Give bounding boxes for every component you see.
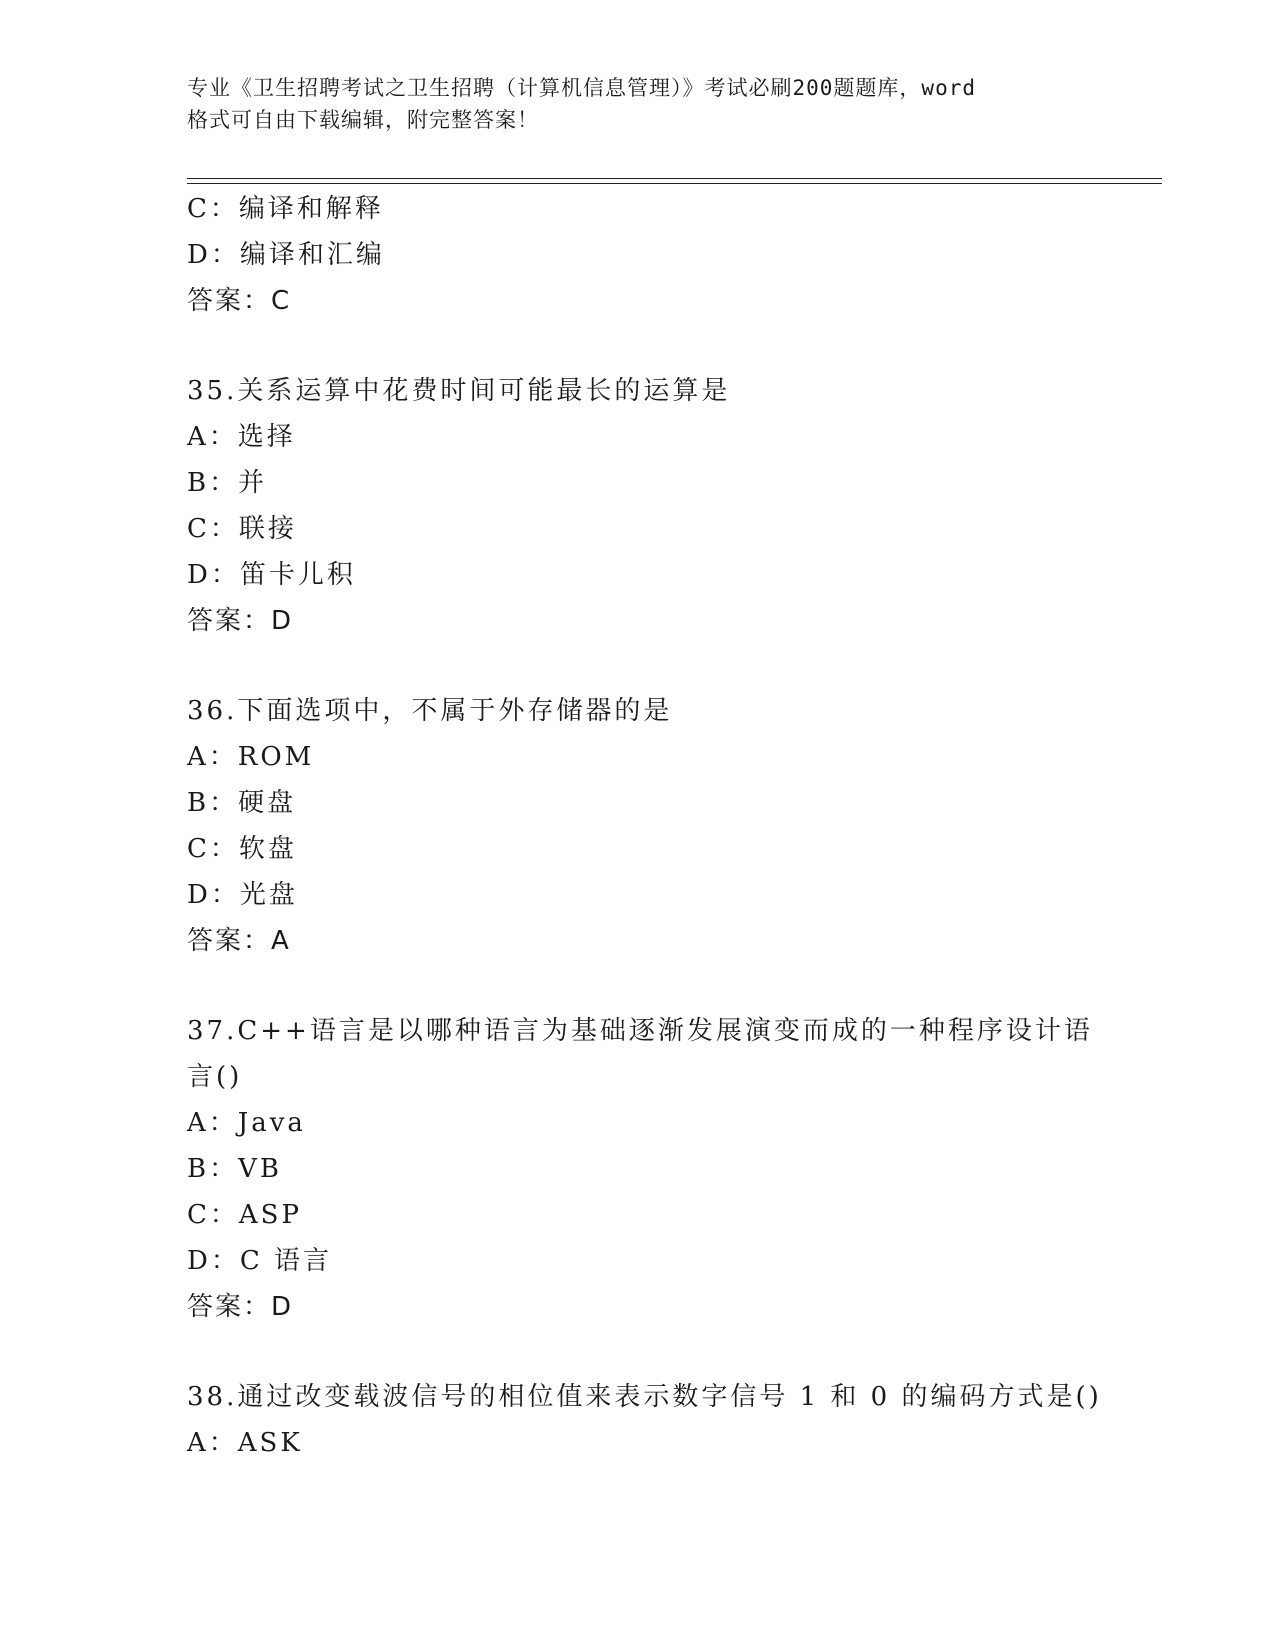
option-c: C：编译和解释 — [187, 194, 384, 224]
option-b: B：硬盘 — [187, 788, 297, 818]
question-stem: 37.C++语言是以哪种语言为基础逐渐发展演变而成的一种程序设计语 — [187, 1016, 1093, 1046]
header-rule-bottom — [187, 183, 1162, 184]
option-a: A：Java — [187, 1108, 306, 1138]
option-c: C：联接 — [187, 514, 297, 544]
option-d: D：C 语言 — [187, 1246, 333, 1276]
carryover-block — [187, 186, 1087, 324]
question-36 — [187, 688, 1087, 964]
option-a: A：选择 — [187, 422, 296, 452]
document-header — [187, 72, 1087, 136]
option-d: D：编译和汇编 — [187, 240, 385, 270]
question-38 — [187, 1374, 1102, 1466]
question-37 — [187, 1008, 1093, 1330]
question-stem: 38.通过改变载波信号的相位值来表示数字信号 1 和 0 的编码方式是() — [187, 1382, 1102, 1412]
answer-line: 答案：A — [187, 926, 291, 956]
answer-line: 答案：D — [187, 1292, 294, 1322]
option-d: D：笛卡儿积 — [187, 560, 356, 590]
header-title-line-1: 专业《卫生招聘考试之卫生招聘（计算机信息管理）》考试必刷200题题库，word — [187, 76, 976, 100]
question-stem: 36.下面选项中，不属于外存储器的是 — [187, 696, 673, 726]
option-b: B：VB — [187, 1154, 282, 1184]
option-a: A：ROM — [187, 742, 315, 772]
answer-line: 答案：D — [187, 606, 294, 636]
question-stem-continued: 言() — [187, 1062, 243, 1092]
option-d: D：光盘 — [187, 880, 298, 910]
option-b: B：并 — [187, 468, 268, 498]
answer-line: 答案：C — [187, 286, 292, 316]
option-c: C：ASP — [187, 1200, 302, 1230]
option-a: A：ASK — [187, 1428, 303, 1458]
header-rule-top — [187, 178, 1162, 179]
question-35 — [187, 368, 1087, 644]
option-c: C：软盘 — [187, 834, 297, 864]
question-list — [187, 186, 1102, 1466]
header-title-line-2: 格式可自由下载编辑，附完整答案！ — [187, 108, 539, 132]
question-stem: 35.关系运算中花费时间可能最长的运算是 — [187, 376, 731, 406]
